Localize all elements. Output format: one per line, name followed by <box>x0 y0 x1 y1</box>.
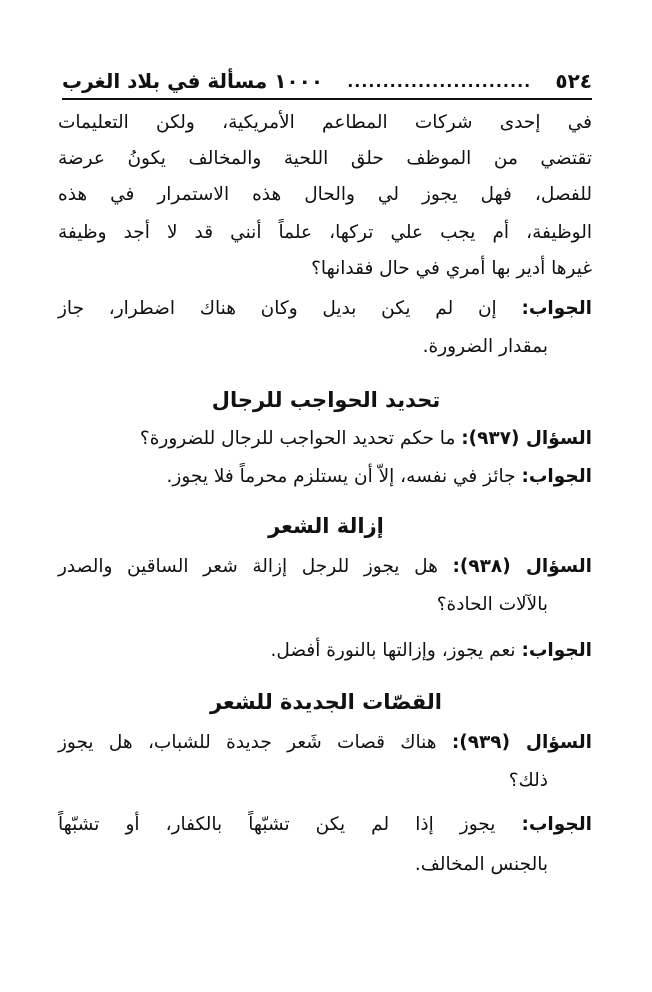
intro-line-5: غيرها أدير بها أمري في حال فقدانها؟ <box>311 258 592 279</box>
question-938-line-2: بالآلات الحادة؟ <box>436 594 548 615</box>
running-header <box>62 64 592 100</box>
question-label: السؤال (٩٣٩): <box>451 732 592 753</box>
intro-line-3: للفصل، فهل يجوز لي والحال هذه الاستمرار في هذه <box>58 184 592 205</box>
intro-line-4: الوظيفة، أم يجب علي تركها، علماً أنني قد لا أجد وظيفة <box>58 222 592 243</box>
question-label: السؤال (٩٣٧): <box>461 428 592 449</box>
answer-937-text: جائز في نفسه، إلاّ أن يستلزم محرماً فلا يجوز. <box>166 466 516 487</box>
page-number: ٥٢٤ <box>555 69 592 93</box>
answer-939-line-2: بالجنس المخالف. <box>414 854 548 875</box>
answer-936-line-2: بمقدار الضرورة. <box>422 336 548 357</box>
section-heading-hair-removal: إزالة الشعر <box>268 514 384 538</box>
question-938-line-1 <box>58 556 592 577</box>
section-heading-eyebrows: تحديد الحواجب للرجال <box>211 388 441 412</box>
question-938-text: هل يجوز للرجل إزالة شعر الساقين والصدر <box>58 556 438 577</box>
question-937-text: ما حكم تحديد الحواجب للرجال للضرورة؟ <box>139 428 456 449</box>
question-939-text: هناك قصات شَعر جديدة للشباب، هل يجوز <box>58 732 437 753</box>
question-939-line-2: ذلك؟ <box>508 770 548 791</box>
answer-938 <box>58 640 592 661</box>
section-heading-haircuts: القصّات الجديدة للشعر <box>209 690 442 714</box>
answer-939-line-1 <box>58 814 592 835</box>
answer-937 <box>58 466 592 487</box>
answer-936-text: إن لم يكن بديل وكان هناك اضطرار، جاز <box>58 298 497 319</box>
answer-939-text: يجوز إذا لم يكن تشبّهاً بالكفار، أو تشبّهاً <box>58 814 496 835</box>
answer-label: الجواب: <box>521 814 592 835</box>
question-939-line-1 <box>58 732 592 753</box>
question-label: السؤال (٩٣٨): <box>452 556 592 577</box>
answer-label: الجواب: <box>521 466 592 487</box>
answer-label: الجواب: <box>521 298 592 319</box>
book-title: ١٠٠٠ مسألة في بلاد الغرب <box>62 69 324 93</box>
question-937 <box>58 428 592 449</box>
answer-938-text: نعم يجوز، وإزالتها بالنورة أفضل. <box>270 640 516 661</box>
intro-line-1: في إحدى شركات المطاعم الأمريكية، ولكن التعليمات <box>58 112 592 133</box>
answer-936-line-1 <box>58 298 592 319</box>
intro-line-2: تقتضي من الموظف حلق اللحية والمخالف يكونُ عرضة <box>58 148 592 169</box>
header-leader-dots: .......................... <box>347 71 532 91</box>
answer-label: الجواب: <box>521 640 592 661</box>
